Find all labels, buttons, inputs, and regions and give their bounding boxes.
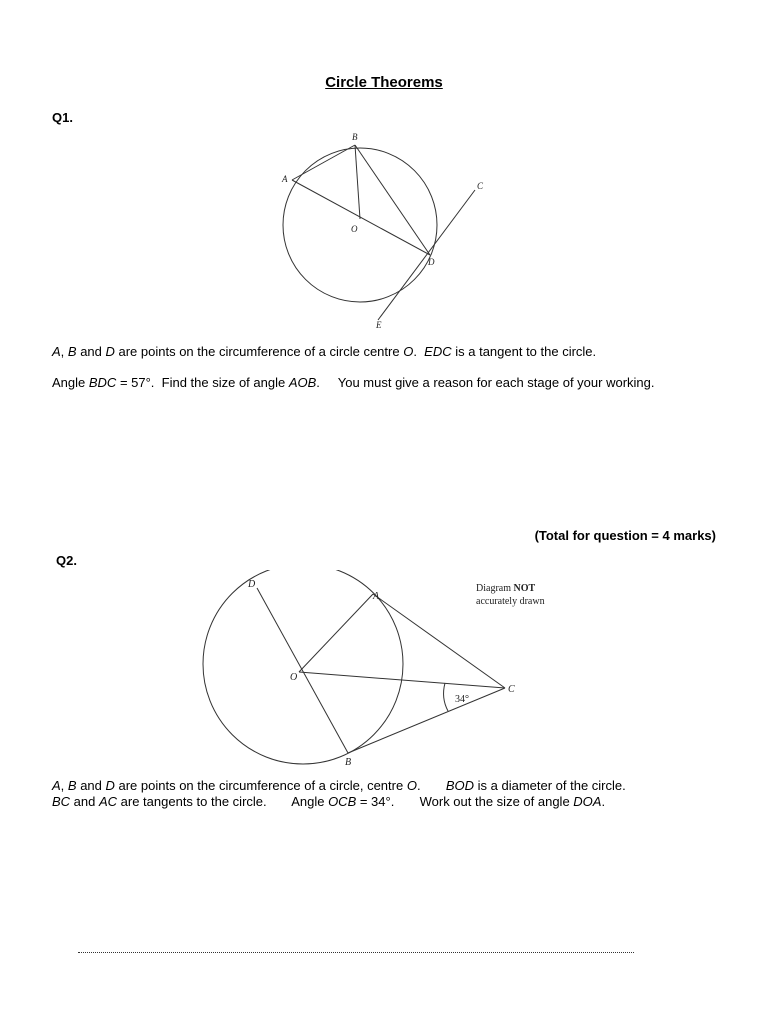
q1-label-b: B <box>352 132 358 142</box>
q1-text-b: B <box>67 344 77 359</box>
q1-text-and: and <box>76 344 106 359</box>
q1-tangent-edc <box>378 190 475 320</box>
q1-text-circumference: are points on the circumference of a circle centre <box>114 344 404 359</box>
q2-angle-arc <box>444 683 448 711</box>
page-title: Circle Theorems <box>325 74 443 91</box>
q1-text-sep: , <box>60 344 68 359</box>
q2-statement-line-2 <box>52 794 605 809</box>
q1-text-period: . <box>413 344 425 359</box>
q2-note-diagram: Diagram <box>476 583 514 594</box>
q2-radius-oa <box>299 594 373 672</box>
q2-angle-label: 34° <box>455 694 469 705</box>
q1-text-find: = 57°. Find the size of angle <box>116 375 289 390</box>
q2-text-diameter: is a diameter of the circle. <box>474 778 626 793</box>
q2-label-b: B <box>345 757 352 768</box>
q2-label-a: A <box>373 591 380 602</box>
q1-text-d: D <box>105 344 115 359</box>
q1-statement-line-2 <box>52 375 655 390</box>
q2-text-tangents: are tangents to the circle. Angle <box>117 794 329 809</box>
q2-tangent-ac <box>373 594 505 688</box>
q1-text-o: O <box>403 344 414 359</box>
q1-text-angle: Angle <box>52 375 89 390</box>
q2-text-o: O <box>406 778 417 793</box>
q1-line-ad <box>292 180 430 255</box>
q2-text-ocb: OCB <box>328 794 357 809</box>
q1-text-bdc: BDC <box>88 375 117 390</box>
q1-text-tangent: is a tangent to the circle. <box>451 344 597 359</box>
q2-diagram-note-line-2: accurately drawn <box>476 596 545 607</box>
q2-note-not: NOT <box>513 583 536 594</box>
q1-text-a: A <box>52 344 61 359</box>
q1-label-e: E <box>376 320 382 330</box>
q2-tangent-bc <box>348 688 505 753</box>
q1-text-aob: AOB <box>288 375 317 390</box>
q2-text-bc: BC <box>52 794 71 809</box>
q2-text-circumference: are points on the circumference of a circle, centre <box>114 778 407 793</box>
q1-circle <box>283 148 437 302</box>
q1-text-edc: EDC <box>424 344 452 359</box>
q1-circle-diagram <box>270 128 500 338</box>
q1-label-d: D <box>428 257 435 267</box>
q1-label-a: A <box>282 174 288 184</box>
question-1-label: Q1. <box>52 110 73 125</box>
q2-text-ac: AC <box>98 794 118 809</box>
question-2-label: Q2. <box>56 553 77 568</box>
q1-statement-line-1 <box>52 344 596 359</box>
q2-text-and-2: and <box>70 794 99 809</box>
q2-text-sep: , <box>60 778 68 793</box>
q2-text-bod: BOD <box>445 778 475 793</box>
q2-diagram-note-line-1 <box>476 583 536 594</box>
q1-label-c: C <box>477 181 484 191</box>
q1-total-marks: (Total for question = 4 marks) <box>534 528 716 543</box>
q2-label-o: O <box>290 672 298 683</box>
q2-text-period: . <box>416 778 446 793</box>
q2-text-d: D <box>105 778 115 793</box>
q1-label-o: O <box>351 224 358 234</box>
q2-statement-line-1 <box>52 778 626 793</box>
q2-text-end: . <box>601 794 606 809</box>
answer-line <box>78 944 634 953</box>
q2-diameter-bd <box>257 588 348 753</box>
q2-circle-diagram <box>195 570 575 800</box>
q2-text-a: A <box>52 778 61 793</box>
q1-text-reason: . You must give a reason for each stage of your working. <box>316 375 655 390</box>
q1-radius-ob <box>355 145 360 219</box>
q2-text-b: B <box>67 778 77 793</box>
q2-label-d: D <box>248 579 256 590</box>
q2-text-doa: DOA <box>573 794 602 809</box>
q2-text-and: and <box>76 778 106 793</box>
q1-chord-bd <box>355 145 430 255</box>
q1-chord-ab <box>292 145 355 180</box>
q2-text-work-out: = 34°. Work out the size of angle <box>356 794 574 809</box>
q2-label-c: C <box>508 684 515 695</box>
